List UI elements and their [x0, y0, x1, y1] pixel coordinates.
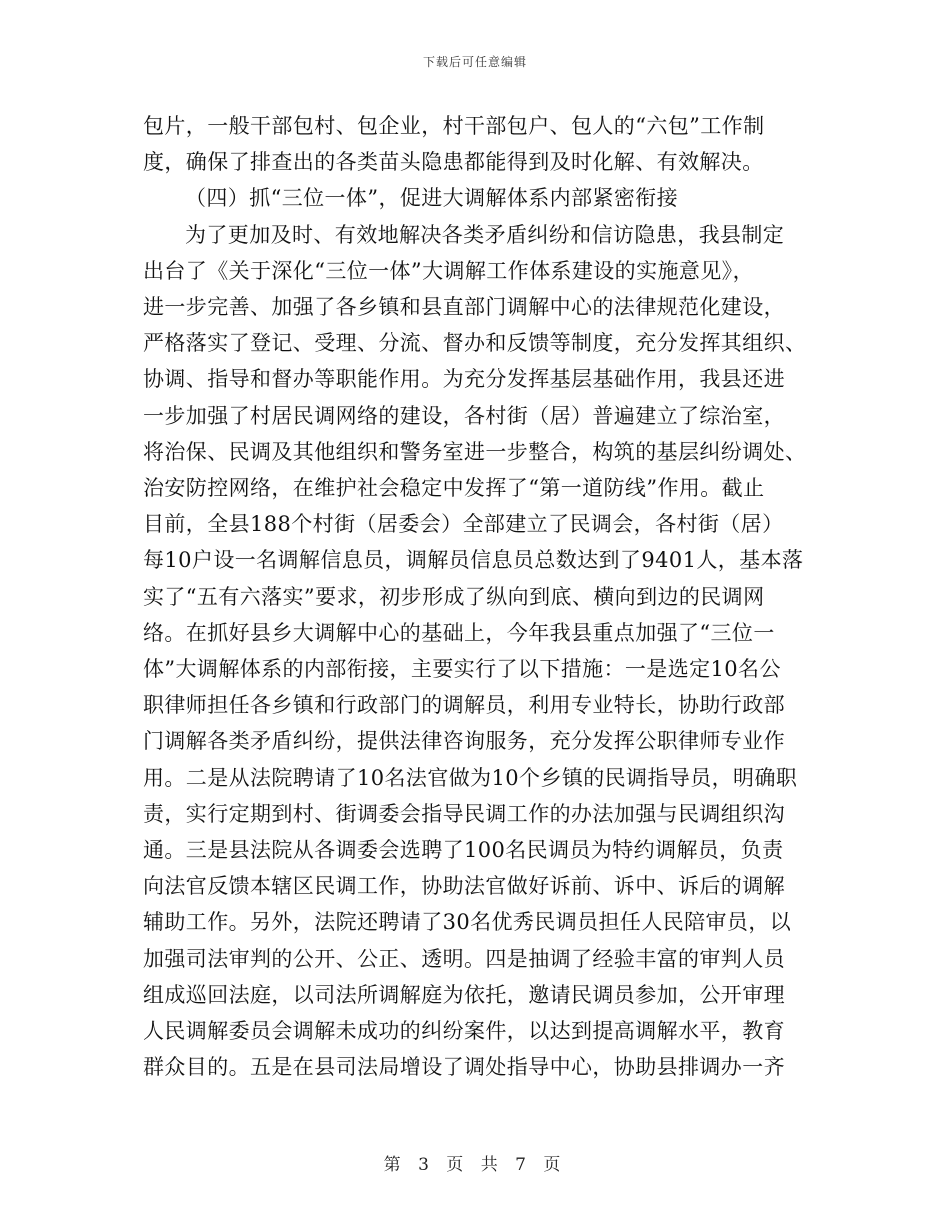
- text-line: 目前，全县188个村街（居委会）全部建立了民调会，各村街（居）: [143, 512, 784, 537]
- text-line: 门调解各类矛盾纠纷，提供法律咨询服务，充分发挥公职律师专业作: [143, 729, 785, 754]
- text-line: 体”大调解体系的内部衔接，主要实行了以下措施：一是选定10名公: [143, 657, 781, 681]
- text-line: 用。二是从法院聘请了10名法官做为10个乡镇的民调指导员，明确职: [143, 765, 798, 790]
- text-line: 包片，一般干部包村、包企业，村干部包户、包人的“六包”工作制: [143, 114, 765, 138]
- text-line: 责，实行定期到村、街调委会指导民调工作的办法加强与民调组织沟: [143, 801, 785, 826]
- text-line: 络。在抓好县乡大调解中心的基础上，今年我县重点加强了“三位一: [143, 620, 775, 645]
- page-footer: 第 3 页 共 7 页: [383, 1155, 567, 1175]
- page-header: 下载后可任意编辑: [422, 55, 527, 69]
- text-line: 每10户设一名调解信息员，调解员信息员总数达到了9401人，基本落: [143, 548, 804, 573]
- text-line: 协调、指导和督办等职能作用。为充分发挥基层基础作用，我县还进: [143, 367, 785, 392]
- text-line: 度，确保了排查出的各类苗头隐患都能得到及时化解、有效解决。: [143, 150, 764, 175]
- text-line: 进一步完善、加强了各乡镇和县直部门调解中心的法律规范化建设，: [143, 295, 785, 319]
- text-line: 出台了《关于深化“三位一体”大调解工作体系建设的实施意见》，: [143, 258, 754, 283]
- text-line: 人民调解委员会调解未成功的纠纷案件，以达到提高调解水平，教育: [143, 1019, 785, 1043]
- text-line: 为了更加及时、有效地解决各类矛盾纠纷和信访隐患，我县制定: [185, 222, 785, 247]
- text-line: 组成巡回法庭，以司法所调解庭为依托，邀请民调员参加，公开审理: [143, 982, 785, 1007]
- text-line: 治安防控网络，在维护社会稳定中发挥了“第一道防线”作用。截止: [143, 476, 765, 500]
- text-line: 通。三是县法院从各调委会选聘了100名民调员为特约调解员，负责: [143, 838, 784, 862]
- section-heading: （四）抓“三位一体”，促进大调解体系内部紧密衔接: [185, 186, 679, 211]
- text-line: 向法官反馈本辖区民调工作，协助法官做好诉前、诉中、诉后的调解: [143, 874, 785, 899]
- text-line: 群众目的。五是在县司法局增设了调处指导中心，协助县排调办一齐: [143, 1055, 785, 1080]
- text-line: 加强司法审判的公开、公正、透明。四是抽调了经验丰富的审判人员: [143, 946, 785, 971]
- text-line: 实了“五有六落实”要求，初步形成了纵向到底、横向到边的民调网: [143, 584, 765, 609]
- text-line: 严格落实了登记、受理、分流、督办和反馈等制度，充分发挥其组织、: [143, 331, 807, 356]
- text-line: 一步加强了村居民调网络的建设，各村街（居）普遍建立了综治室，: [143, 403, 785, 428]
- text-line: 辅助工作。另外，法院还聘请了30名优秀民调员担任人民陪审员，以: [143, 910, 792, 935]
- text-line: 职律师担任各乡镇和行政部门的调解员，利用专业特长，协助行政部: [143, 693, 785, 718]
- text-line: 将治保、民调及其他组织和警务室进一步整合，构筑的基层纠纷调处、: [143, 439, 807, 464]
